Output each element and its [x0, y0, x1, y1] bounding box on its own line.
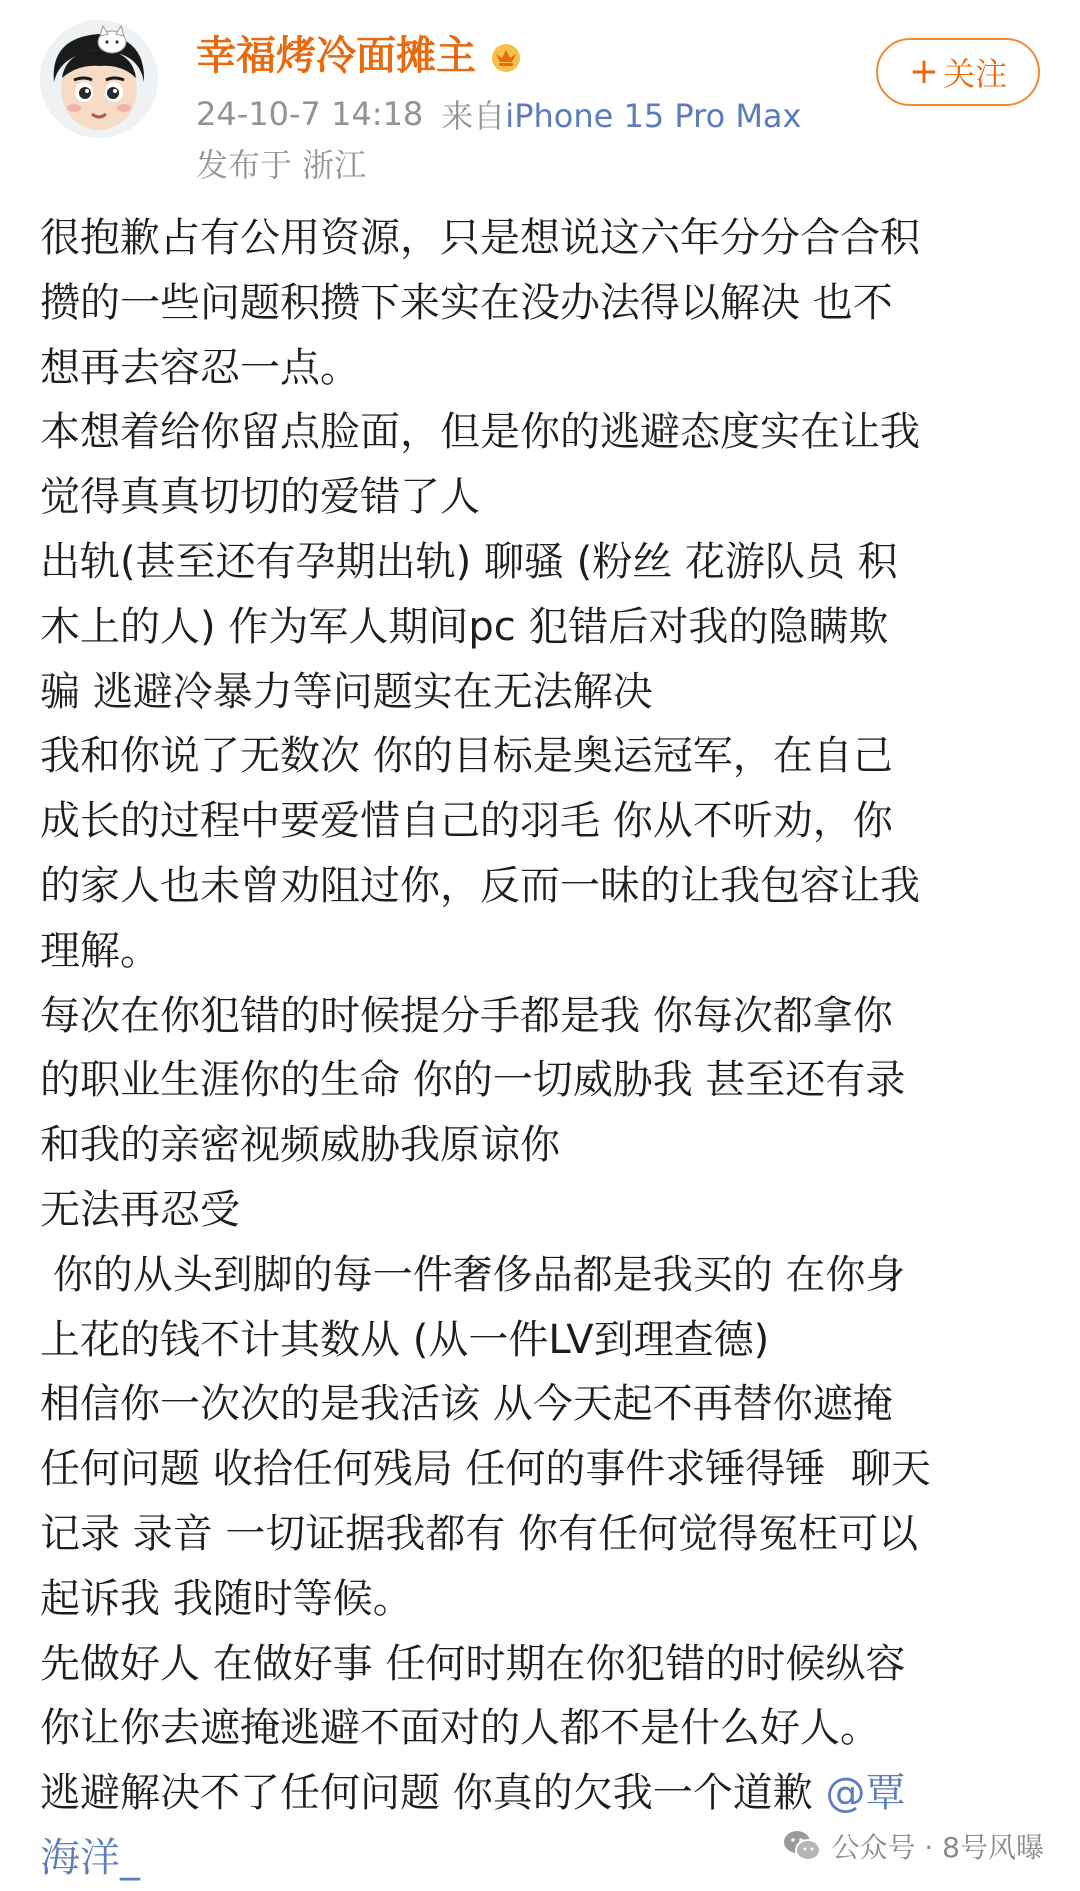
post-location: 发布于 浙江 — [196, 146, 367, 184]
text-line: 你的从头到脚的每一件奢侈品都是我买的 在你身 — [40, 1251, 906, 1298]
text-line: 觉得真真切切的爱错了人 — [40, 474, 480, 521]
source-device[interactable]: iPhone 15 Pro Max — [505, 97, 802, 135]
text-line: 本想着给你留点脸面，但是你的逃避态度实在让我 — [40, 409, 920, 456]
text-line: 相信你一次次的是我活该 从今天起不再替你遮掩 — [40, 1381, 893, 1428]
final-line-text: 逃避解决不了任何问题 你真的欠我一个道歉 — [40, 1770, 826, 1817]
post-header — [0, 0, 1080, 190]
text-line: 无法再忍受 — [40, 1186, 240, 1233]
follow-button[interactable] — [876, 38, 1040, 106]
text-line: 出轨(甚至还有孕期出轨) 聊骚 (粉丝 花游队员 积 — [40, 538, 898, 585]
watermark-text: 公众号 · 8号风曝 — [831, 1831, 1044, 1864]
paragraph — [40, 1243, 1040, 1373]
text-line: 骗 逃避冷暴力等问题实在无法解决 — [40, 668, 653, 715]
text-line: 记录 录音 一切证据我都有 你有任何觉得冤枉可以 — [40, 1510, 919, 1557]
cartoon-avatar-icon — [40, 20, 158, 138]
text-line: 的职业生涯你的生命 你的一切威胁我 甚至还有录 — [40, 1057, 906, 1104]
paragraph — [40, 1632, 1040, 1762]
text-line — [40, 1761, 1040, 1826]
paragraph — [40, 1178, 1040, 1243]
post-source — [441, 91, 801, 137]
source-prefix: 来自 — [441, 97, 506, 135]
mention-link[interactable]: @覃 — [825, 1770, 906, 1817]
text-line: 和我的亲密视频威胁我原谅你 — [40, 1122, 560, 1169]
author-name-row — [196, 28, 524, 84]
text-line: 我和你说了无数次 你的目标是奥运冠军，在自己 — [40, 733, 893, 780]
watermark — [783, 1822, 1044, 1870]
post-body — [40, 206, 1040, 1891]
text-line: 你让你去遮掩逃避不面对的人都不是什么好人。 — [40, 1705, 880, 1752]
paragraph — [40, 400, 1040, 530]
text-line: 成长的过程中要爱惜自己的羽毛 你从不听劝，你 — [40, 798, 893, 845]
text-line: 先做好人 在做好事 任何时期在你犯错的时候纵容 — [40, 1640, 906, 1687]
paragraph — [40, 724, 1040, 983]
text-line: 起诉我 我随时等候。 — [40, 1575, 413, 1622]
paragraph — [40, 530, 1040, 724]
text-line: 想再去容忍一点。 — [40, 344, 360, 391]
paragraph — [40, 206, 1040, 400]
follow-label: 关注 — [943, 55, 1008, 93]
author-avatar[interactable] — [40, 20, 158, 138]
paragraph — [40, 1372, 1040, 1631]
author-name[interactable]: 幸福烤冷面摊主 — [196, 33, 476, 79]
post-meta — [196, 92, 801, 136]
text-line: 的家人也未曾劝阻过你，反而一昧的让我包容让我 — [40, 862, 920, 909]
post-timestamp: 24-10-7 14:18 — [196, 95, 424, 133]
wechat-icon — [783, 1829, 821, 1863]
text-line: 攒的一些问题积攒下来实在没办法得以解决 也不 — [40, 279, 893, 326]
paragraph — [40, 984, 1040, 1178]
crown-icon — [488, 38, 524, 74]
plus-icon: + — [908, 51, 940, 92]
text-line: 很抱歉占有公用资源，只是想说这六年分分合合积 — [40, 215, 920, 261]
text-line: 上花的钱不计其数从 (从一件LV到理查德) — [40, 1316, 770, 1363]
text-line: 理解。 — [40, 927, 160, 974]
mention-link-continued[interactable]: 海洋_ — [40, 1834, 140, 1881]
text-line: 木上的人) 作为军人期间pc 犯错后对我的隐瞒欺 — [40, 603, 889, 650]
text-line: 每次在你犯错的时候提分手都是我 你每次都拿你 — [40, 992, 893, 1039]
text-line: 任何问题 收拾任何残局 任何的事件求锤得锤 聊天 — [40, 1446, 931, 1493]
